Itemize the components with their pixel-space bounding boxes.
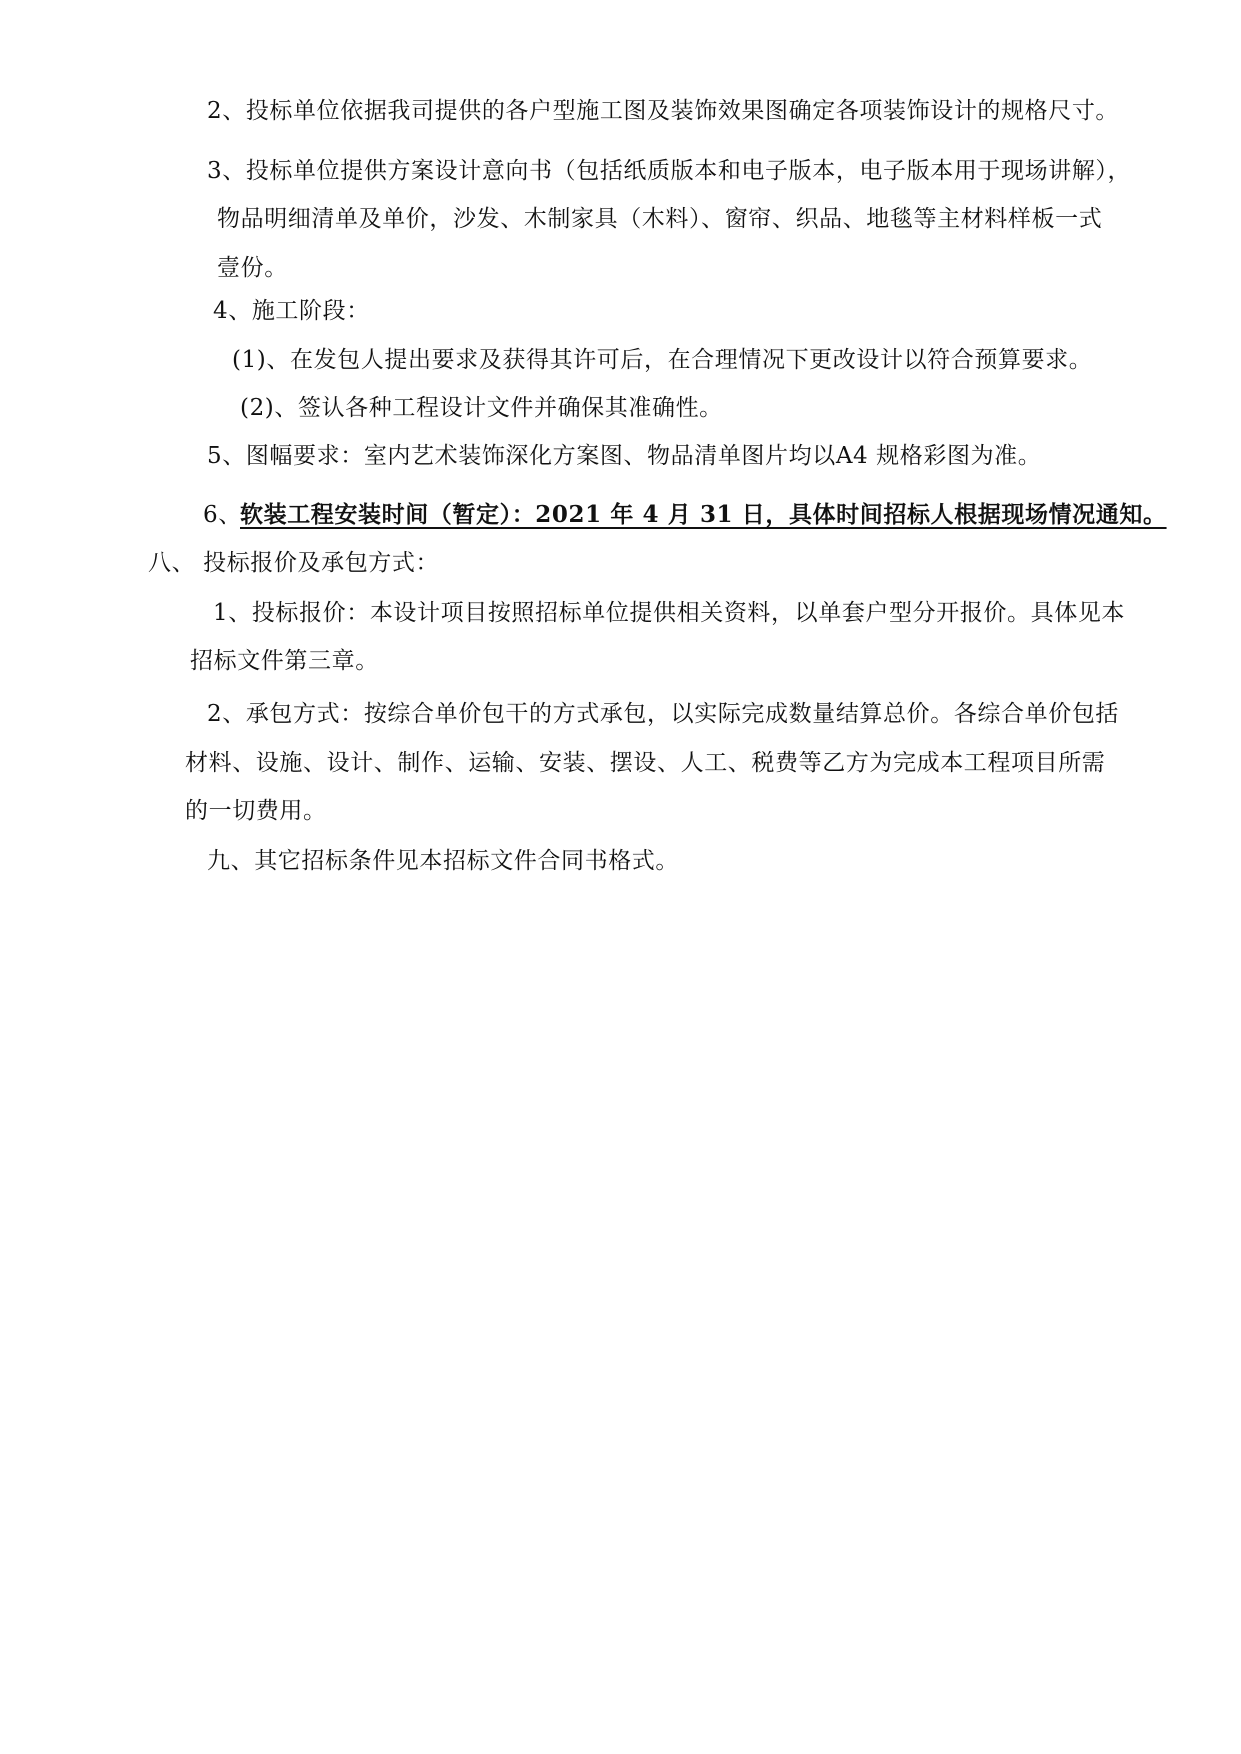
section-9-text: 九、其它招标条件见本招标文件合同书格式。 bbox=[207, 848, 679, 874]
section-8-item-2-line-2: 材料、设施、设计、制作、运输、安装、摆设、人工、税费等乙方为完成本工程项目所需 bbox=[185, 750, 1106, 776]
item-6-text: 软装工程安装时间（暂定）：2021 年 4 月 31 日，具体时间招标人根据现场情况通知。 bbox=[240, 501, 1167, 528]
section-8-item-2-line-3: 的一切费用。 bbox=[185, 798, 327, 824]
item-3-text-line-1: 3、投标单位提供方案设计意向书（包括纸质版本和电子版本，电子版本用于现场讲解）， bbox=[207, 158, 1132, 184]
section-8-item-2-line-1: 2、承包方式：按综合单价包干的方式承包，以实际完成数量结算总价。各综合单价包括 bbox=[207, 701, 1120, 727]
section-8-item-1-line-1: 1、投标报价：本设计项目按照招标单位提供相关资料，以单套户型分开报价。具体见本 bbox=[213, 600, 1126, 626]
item-2-text: 2、投标单位依据我司提供的各户型施工图及装饰效果图确定各项装饰设计的规格尺寸。 bbox=[207, 98, 1120, 124]
section-8-item-1-line-2: 招标文件第三章。 bbox=[190, 648, 379, 674]
item-4-heading: 4、施工阶段： bbox=[213, 298, 370, 324]
section-8-heading: 八、 投标报价及承包方式： bbox=[148, 550, 440, 576]
item-3-text-line-3: 壹份。 bbox=[217, 255, 288, 281]
item-6-number: 6、 bbox=[203, 502, 242, 528]
item-4-sub-1: (1)、在发包人提出要求及获得其许可后，在合理情况下更改设计以符合预算要求。 bbox=[232, 347, 1093, 373]
item-4-sub-2: (2)、签认各种工程设计文件并确保其准确性。 bbox=[240, 395, 723, 421]
item-3-text-line-2: 物品明细清单及单价，沙发、木制家具（木料）、窗帘、织品、地毯等主材料样板一式 bbox=[217, 206, 1103, 232]
item-5-text: 5、图幅要求：室内艺术装饰深化方案图、物品清单图片均以A4 规格彩图为准。 bbox=[207, 443, 1042, 469]
